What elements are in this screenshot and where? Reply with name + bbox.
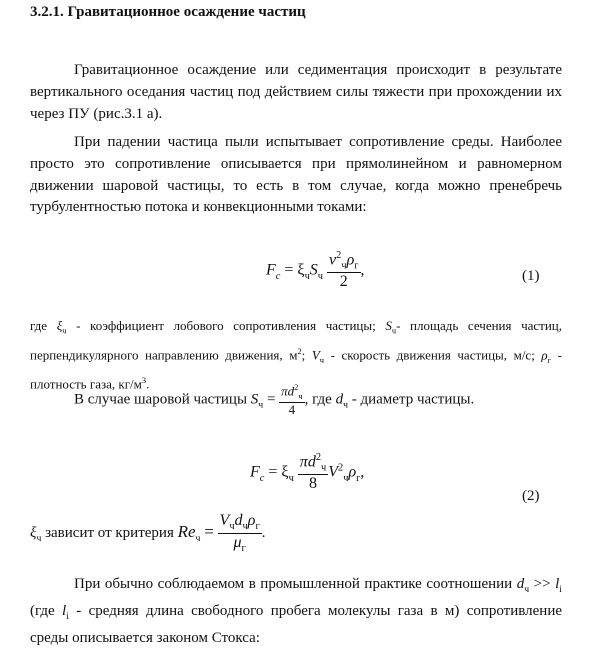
eq-subscript: ч xyxy=(317,270,324,282)
paragraph-reynolds xyxy=(30,512,265,555)
eq-symbol: v xyxy=(329,251,337,269)
eq-subscript: ч xyxy=(298,390,303,401)
text-run: В случае шаровой частицы xyxy=(74,391,251,408)
text-run: - средняя длина свободного пробега молекулы газа в м) сопротивление среды описывается законом Стокса: xyxy=(30,602,562,646)
eq-symbol: = xyxy=(204,522,214,542)
eq-symbol: S xyxy=(309,261,318,279)
text-run: - плотность газа, кг/м xyxy=(30,346,562,391)
symbol-d: d xyxy=(335,391,344,408)
superscript: 3 xyxy=(141,374,147,385)
text-run: ; xyxy=(301,346,312,362)
subscript: ч xyxy=(195,533,201,545)
text-run: зависит от критерия xyxy=(41,525,178,542)
eq-superscript: 2 xyxy=(315,452,322,463)
subscript: i xyxy=(559,584,562,595)
subscript: i xyxy=(66,610,69,622)
eq-symbol: μ xyxy=(233,534,242,552)
subscript: ч xyxy=(36,533,42,545)
eq-fraction xyxy=(218,512,262,555)
equation-number-1: (1) xyxy=(522,268,540,284)
eq-symbol: = ξ xyxy=(268,463,289,481)
symbol-rho: ρ xyxy=(541,346,548,362)
eq-denominator: 2 xyxy=(339,273,348,291)
text-run: >> xyxy=(529,576,556,592)
paragraph-sedimentation xyxy=(30,60,562,125)
text-run: . xyxy=(146,375,150,391)
eq-superscript: 2 xyxy=(338,462,344,474)
eq-symbol: ρ xyxy=(346,251,355,269)
eq-symbol: d xyxy=(234,512,243,529)
paragraph-resistance xyxy=(30,132,562,219)
symbol-xi: ξ xyxy=(56,318,63,333)
text-run: При обычно соблюдаемом в промышленной практике соотношении xyxy=(74,576,517,592)
symbol-l: l xyxy=(555,576,560,592)
superscript: 2 xyxy=(297,345,302,356)
eq-subscript: г xyxy=(241,543,246,555)
eq-fraction xyxy=(279,383,304,418)
paragraph-stokes xyxy=(30,574,562,649)
subscript: ч xyxy=(524,584,530,595)
subscript: ч xyxy=(343,399,348,411)
eq-punct: , xyxy=(360,261,365,279)
section-heading: 3.2.1. Гравитационное осаждение частиц xyxy=(30,4,306,20)
eq-subscript: c xyxy=(275,270,281,282)
text-run: - диаметр частицы. xyxy=(348,391,475,408)
eq-symbol: ρ xyxy=(348,463,357,481)
symbol-re: Re xyxy=(177,522,196,542)
eq-punct: , xyxy=(360,463,365,481)
eq-symbol: = ξ xyxy=(284,261,305,279)
paragraph-text: При падении частица пыли испытывает сопротивление среды. Наиболее просто это сопротивление описывается при прямолинейном и равномерном движении шаровой частицы, то есть в том случае, когда можно пренебречь турбулентностью потока и конвекционными токами: xyxy=(30,134,562,216)
symbol-s: S xyxy=(250,391,259,408)
eq-subscript: г xyxy=(354,260,359,272)
eq-subscript: ч xyxy=(341,260,347,272)
equation-2 xyxy=(250,452,364,494)
eq-subscript: ч xyxy=(321,462,327,474)
text-run: - скорость движения частицы, м/с; xyxy=(324,346,542,362)
equation-number-2: (2) xyxy=(522,488,540,504)
eq-symbol: πd xyxy=(281,383,295,399)
paragraph-spherical xyxy=(74,383,474,418)
eq-symbol: V xyxy=(219,512,230,529)
eq-superscript: 2 xyxy=(294,382,299,392)
eq-symbol: = xyxy=(266,391,276,408)
equation-1 xyxy=(266,250,365,292)
eq-subscript: ч xyxy=(288,472,294,484)
text-run: (где xyxy=(30,602,63,619)
subscript: ч xyxy=(62,325,67,336)
symbol-d: d xyxy=(516,576,525,592)
eq-fraction xyxy=(298,452,328,494)
paragraph-text: Гравитационное осаждение или седиментация происходит в результате вертикального оседания частиц под действием силы тяжести при прохождении их через ПУ (рис.3.1 а). xyxy=(30,62,562,122)
eq-subscript: ч xyxy=(304,270,310,282)
subscript: г xyxy=(547,354,552,365)
symbol-s: S xyxy=(385,318,392,333)
eq-subscript: ч xyxy=(343,472,349,484)
eq-subscript: ч xyxy=(242,521,248,533)
subscript: ч xyxy=(258,399,264,411)
text-run: - площадь сечения частиц, перпендикулярного направлению движения, м xyxy=(30,318,563,362)
eq-subscript: ч xyxy=(229,521,235,533)
eq-subscript: c xyxy=(259,472,265,484)
eq-symbol: F xyxy=(266,261,276,279)
eq-subscript: г xyxy=(356,472,361,484)
text-run: - коэффициент лобового сопротивления частицы; xyxy=(66,318,386,333)
eq-symbol: V xyxy=(328,463,339,481)
subscript: ч xyxy=(391,325,397,336)
eq-denominator: 8 xyxy=(309,475,318,493)
eq-superscript: 2 xyxy=(336,250,342,261)
eq-symbol: πd xyxy=(299,453,316,471)
symbol-v: V xyxy=(311,346,320,362)
text-run: , где xyxy=(304,391,336,408)
eq-symbol: F xyxy=(250,463,260,481)
eq-fraction xyxy=(327,250,361,292)
symbol-xi: ξ xyxy=(30,525,37,542)
subscript: ч xyxy=(319,354,325,365)
eq-symbol: ρ xyxy=(247,512,256,529)
eq-subscript: г xyxy=(255,521,260,533)
eq-denominator: 4 xyxy=(288,401,296,417)
text-run: где xyxy=(30,318,57,333)
symbol-l: l xyxy=(62,602,67,619)
eq-punct: . xyxy=(261,525,266,542)
